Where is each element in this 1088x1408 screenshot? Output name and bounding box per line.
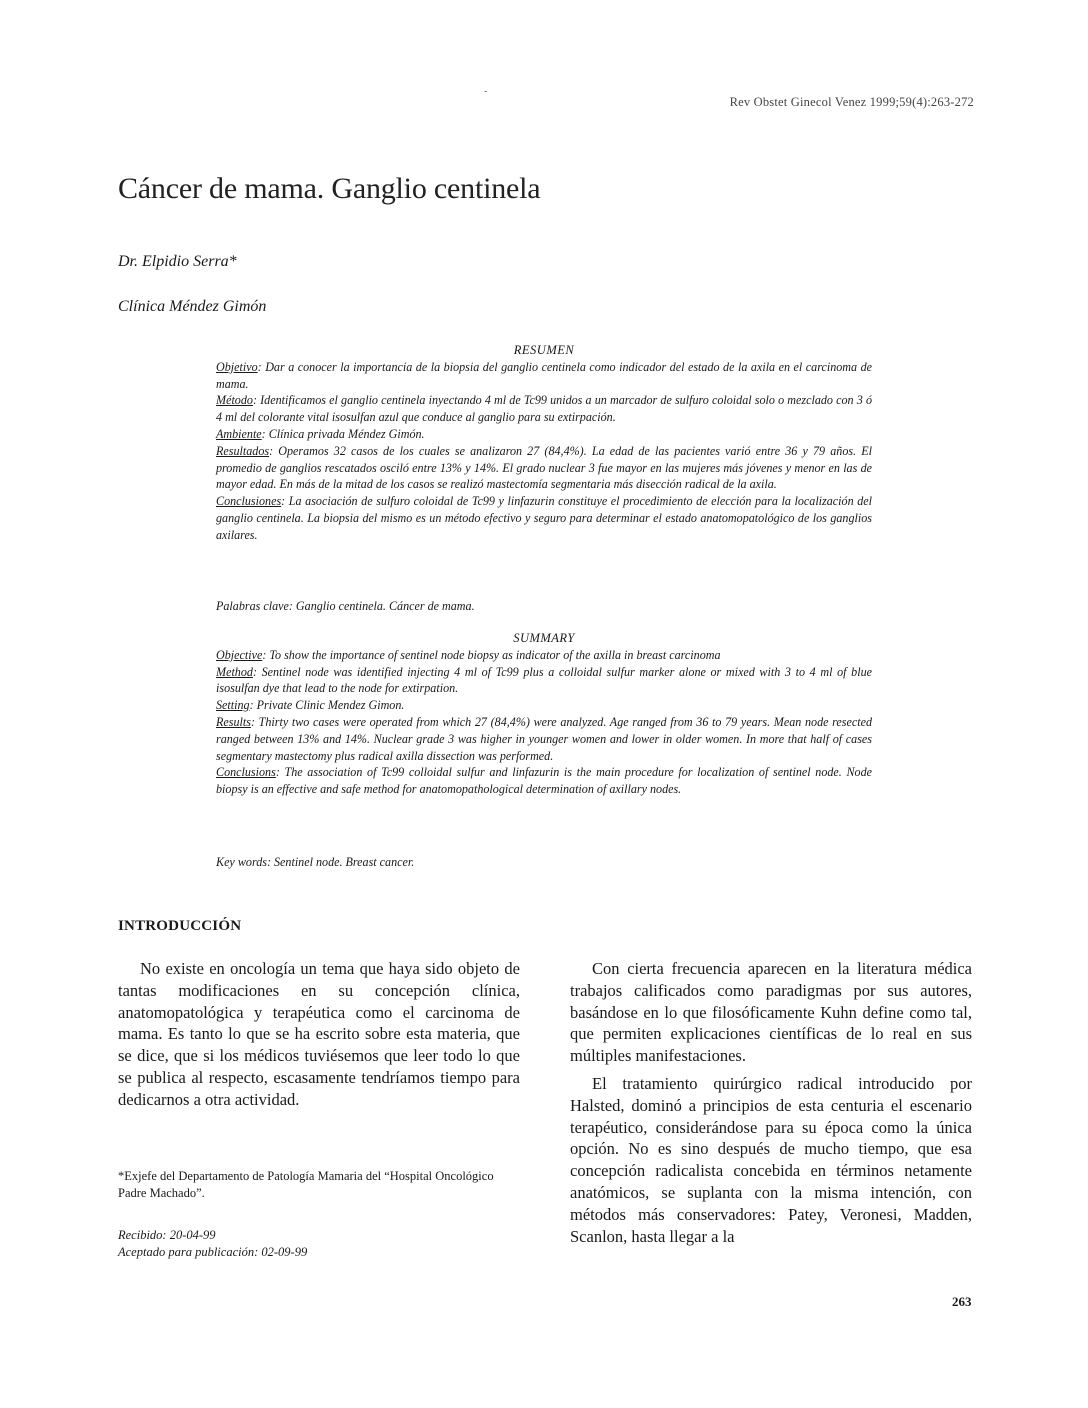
abstract-item-label: Resultados: [216, 443, 270, 458]
abstract-item-text: : Dar a conocer la importancia de la biopsia del ganglio centinela como indicador del estado de la axila en el carcinoma de mama.: [216, 359, 872, 391]
abstract-item-text: : Clínica privada Méndez Gimón.: [261, 426, 425, 441]
keywords-spanish: Palabras clave: Ganglio centinela. Cáncer de mama.: [216, 599, 475, 613]
resumen-heading: RESUMEN: [513, 343, 575, 357]
abstract-item-text: : Thirty two cases were operated from which 27 (84,4%) were analyzed. Age ranged from 36 to 79 years. Mean node resected ranged between 13% and 14%. Nuclear grade 3 was higher in younger women and lower in older women. In more that half of cases segmentary mastectomy plus radical axilla dissection was performed.: [216, 714, 872, 763]
summary-heading: SUMMARY: [513, 631, 575, 645]
abstract-item-text: : Identificamos el ganglio centinela inyectando 4 ml de Tc99 unidos a un marcador de sulfuro coloidal solo o mezclado con 3 ó 4 ml del colorante vital isosulfan azul que conduce al ganglio para su extirpación.: [216, 393, 872, 425]
abstract-english: [216, 630, 872, 798]
abstract-item: [216, 647, 872, 664]
section-heading-introduction: INTRODUCCIÓN: [118, 918, 242, 934]
journal-reference: Rev Obstet Ginecol Venez 1999;59(4):263-272: [729, 95, 974, 109]
abstract-item-label: Objetivo: [216, 359, 258, 374]
accepted-date: Aceptado para publicación: 02-09-99: [118, 1245, 308, 1259]
abstract-item-label: Objective: [216, 647, 263, 662]
abstract-item-label: Conclusiones: [216, 494, 282, 509]
abstract-spanish: [216, 342, 872, 544]
submission-dates: [118, 1227, 307, 1261]
keywords-english: Key words: Sentinel node. Breast cancer.: [216, 855, 415, 869]
abstract-item-text: : La asociación de sulfuro coloidal de Tc99 y linfazurin constituye el procedimiento de elección para la localización del ganglio centinela. La biopsia del mismo es un método efectivo y seguro para determinar el estado anatomopatológico de los ganglios axilares.: [216, 494, 872, 542]
abstract-item: [216, 443, 872, 493]
body-paragraph: No existe en oncología un tema que haya sido objeto de tantas modificaciones en su concepción clínica, anatomopatológica y terapéutica como el carcinoma de mama. Es tanto lo que se ha escrito sobre esta materia, que se dice, que si los médicos tuviésemos que leer todo lo que se publica al respecto, escasamente tendríamos tiempo para dedicarnos a otra actividad.: [118, 959, 520, 1109]
body-paragraph: El tratamiento quirúrgico radical introducido por Halsted, dominó a principios de esta centuria el escenario terapéutico, considerándose para su época como la única opción. No es sino después de mucho tiempo, que esa concepción radicalista concebida en términos netamente anatómicos, se suplanta con la misma intención, con métodos más conservadores: Patey, Veronesi, Madden, Scanlon, hasta llegar a la: [570, 1073, 972, 1246]
abstract-item-text: : Operamos 32 casos de los cuales se analizaron 27 (84,4%). La edad de las pacientes varió entre 36 y 79 años. El promedio de ganglios rescatados osciló entre 13% y 14%. El grado nuclear 3 fue mayor en las mujeres más jóvenes y menor en las de mayor edad. En más de la mitad de los casos se realizó mastectomía segmentaria más disección radical de la axila.: [216, 443, 872, 492]
abstract-item-text: : The association of Tc99 colloidal sulfur and linfazurin is the main procedure for localization of sentinel node. Node biopsy is an effective and safe method for anatomopathological determination of axillary nodes.: [216, 765, 872, 797]
abstract-item: [216, 664, 872, 698]
abstract-item: [216, 697, 872, 714]
body-paragraph: Con cierta frecuencia aparecen en la literatura médica trabajos calificados como paradigmas por sus autores, basándose en lo que filosóficamente Kuhn define como tal, que permiten explicaciones científicas de lo real en sus múltiples manifestaciones.: [570, 959, 972, 1066]
author-affiliation: Clínica Méndez Gimón: [118, 298, 267, 315]
article-author: Dr. Elpidio Serra*: [118, 253, 237, 270]
abstract-item: [216, 714, 872, 764]
abstract-item: [216, 426, 872, 443]
body-column-left: [118, 958, 520, 1111]
abstract-item-label: Método: [216, 393, 253, 408]
abstract-item: [216, 493, 872, 543]
article-title: Cáncer de mama. Ganglio centinela: [118, 172, 541, 205]
received-date: Recibido: 20-04-99: [118, 1228, 216, 1242]
scan-mark: -: [484, 86, 488, 97]
abstract-item-text: : To show the importance of sentinel node biopsy as indicator of the axilla in breast carcinoma: [262, 647, 721, 662]
body-column-right: [570, 958, 972, 1247]
author-footnote: *Exjefe del Departamento de Patología Mamaria del “Hospital Oncológico Padre Machado”.: [118, 1169, 494, 1200]
abstract-item-label: Setting: [216, 698, 250, 713]
abstract-item-label: Ambiente: [216, 426, 262, 441]
abstract-item: [216, 764, 872, 798]
abstract-item-label: Results: [216, 714, 251, 729]
page-number: 263: [952, 1294, 972, 1309]
abstract-item-text: : Private Clinic Mendez Gimon.: [249, 698, 405, 713]
abstract-item-label: Method: [216, 664, 253, 679]
abstract-item: [216, 392, 872, 426]
abstract-item: [216, 359, 872, 393]
abstract-item-text: : Sentinel node was identified injecting 4 ml of Tc99 plus a colloidal sulfur marker alone or mixed with 3 to 4 ml of blue isosulfan dye that lead to the node for extirpation.: [216, 664, 872, 696]
abstract-item-label: Conclusions: [216, 765, 276, 780]
